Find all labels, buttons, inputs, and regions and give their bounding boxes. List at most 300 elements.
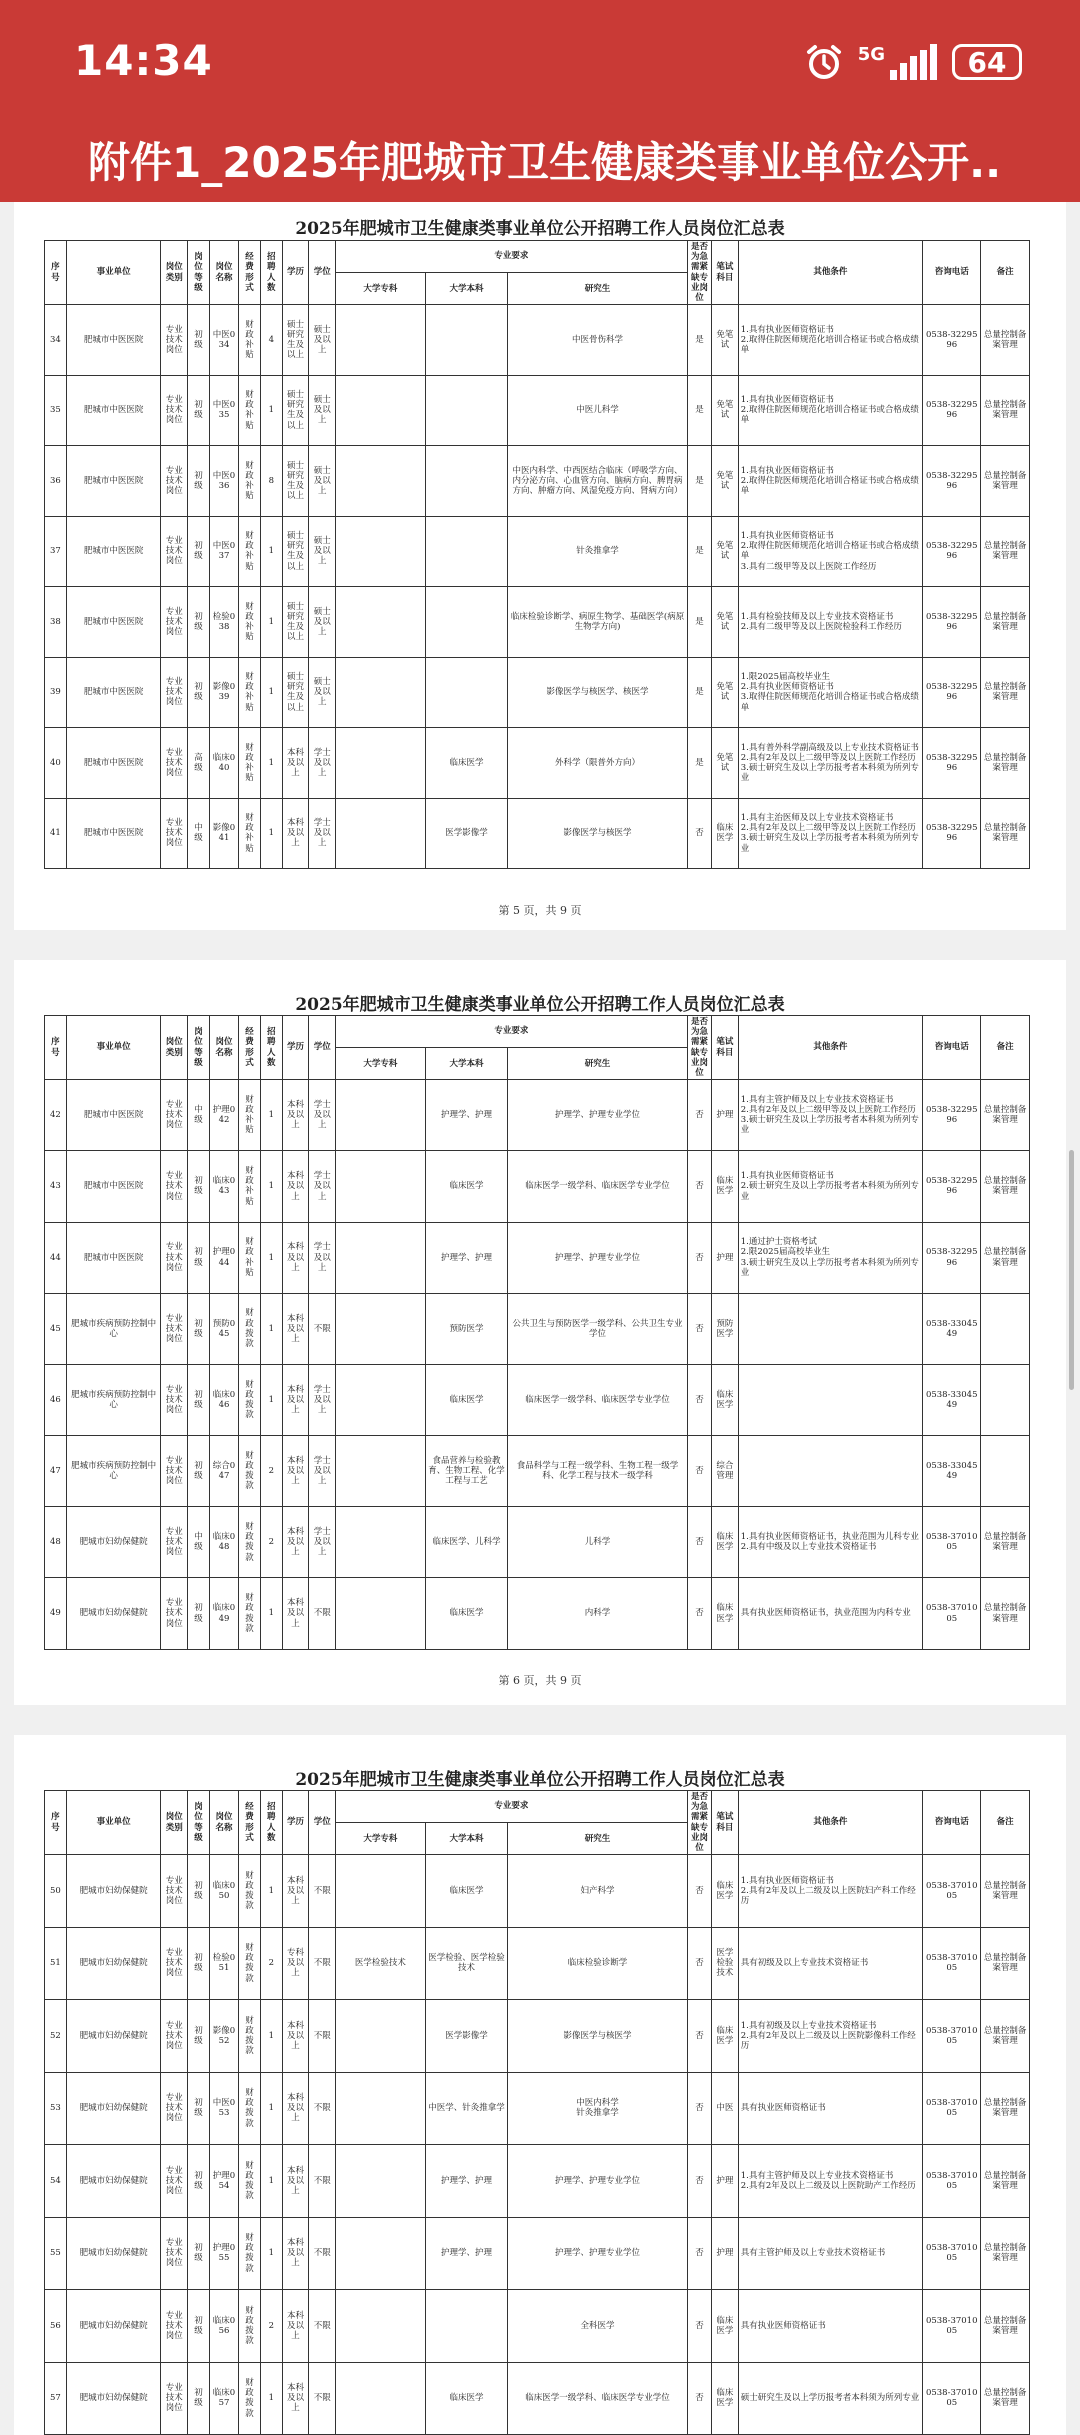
junior-college-cell	[336, 2000, 426, 2073]
other-conditions-cell: 硕士研究生及以上学历报考者本科须为所列专业	[738, 2362, 922, 2435]
seq-cell: 54	[45, 2145, 67, 2218]
postgraduate-cell: 临床医学一级学科、临床医学专业学位	[508, 2362, 688, 2435]
degree-cell: 不限	[309, 2362, 336, 2435]
urgent-cell: 否	[687, 1507, 711, 1578]
status-icons	[804, 42, 1022, 82]
urgent-cell: 是	[687, 657, 711, 728]
seq-cell: 48	[45, 1507, 67, 1578]
header-postgraduate: 研究生	[508, 273, 688, 305]
education-cell: 本科及以上	[282, 1080, 309, 1151]
other-conditions-cell: 具有主管护师及以上专业技术资格证书	[738, 2217, 922, 2290]
seq-cell: 50	[45, 1855, 67, 1928]
junior-college-cell	[336, 446, 426, 517]
junior-college-cell	[336, 587, 426, 658]
seq-cell: 56	[45, 2290, 67, 2363]
education-cell: 专科及以上	[282, 1927, 309, 2000]
table-row	[45, 1151, 1030, 1222]
exam-cell: 临床医学	[712, 2290, 739, 2363]
page-title: 2025年肥城市卫生健康类事业单位公开招聘工作人员岗位汇总表	[295, 995, 785, 1015]
category-cell: 专业技术岗位	[161, 305, 188, 376]
junior-college-cell	[336, 728, 426, 799]
header-funding: 经费形式	[239, 1016, 261, 1080]
phone-cell: 0538-3701005	[923, 1855, 981, 1928]
postgraduate-cell: 中医内科学、中西医结合临床（呼吸学方向、内分泌方向、心血管方向、脑病方向、脾胃病方向、肿瘤方向、风湿免疫方向、肾病方向）	[508, 446, 688, 517]
header-count: 招聘人数	[260, 1791, 282, 1855]
level-cell: 中级	[188, 1507, 210, 1578]
other-conditions-cell: 1.具有执业医师资格证书 2.取得住院医师规范化培训合格证书或合格成绩单 3.具有二级甲等及以上医院工作经历	[738, 516, 922, 587]
header-major-group: 专业要求	[336, 1016, 688, 1048]
position-name-cell: 检验038	[209, 587, 238, 658]
urgent-cell: 否	[687, 1293, 711, 1364]
positions-table	[44, 1015, 1030, 1650]
header-bachelor: 大学本科	[425, 273, 507, 305]
positions-table	[44, 1790, 1030, 2435]
junior-college-cell	[336, 798, 426, 869]
level-cell: 初级	[188, 2362, 210, 2435]
count-cell: 1	[260, 1151, 282, 1222]
unit-cell: 肥城市中医医院	[66, 446, 161, 517]
header-exam: 笔试科目	[712, 1791, 739, 1855]
unit-cell: 肥城市妇幼保健院	[66, 1855, 161, 1928]
education-cell: 硕士研究生及以上	[282, 516, 309, 587]
level-cell: 中级	[188, 798, 210, 869]
level-cell: 初级	[188, 1578, 210, 1649]
funding-cell: 财政拨款	[239, 1293, 261, 1364]
table-row	[45, 2362, 1030, 2435]
remark-cell	[981, 1364, 1030, 1435]
header-junior: 大学专科	[336, 273, 426, 305]
funding-cell: 财政补贴	[239, 587, 261, 658]
header-phone: 咨询电话	[923, 1791, 981, 1855]
funding-cell: 财政拨款	[239, 2145, 261, 2218]
unit-cell: 肥城市妇幼保健院	[66, 2217, 161, 2290]
junior-college-cell	[336, 1080, 426, 1151]
category-cell: 专业技术岗位	[161, 2072, 188, 2145]
unit-cell: 肥城市疾病预防控制中心	[66, 1293, 161, 1364]
category-cell: 专业技术岗位	[161, 798, 188, 869]
degree-cell: 硕士及以上	[309, 516, 336, 587]
position-name-cell: 影像041	[209, 798, 238, 869]
header-bachelor: 大学本科	[425, 1823, 507, 1855]
junior-college-cell	[336, 305, 426, 376]
seq-cell: 39	[45, 657, 67, 728]
degree-cell: 不限	[309, 1578, 336, 1649]
urgent-cell: 否	[687, 1080, 711, 1151]
category-cell: 专业技术岗位	[161, 2145, 188, 2218]
degree-cell: 学士及以上	[309, 1507, 336, 1578]
remark-cell: 总量控制备案管理	[981, 587, 1030, 658]
unit-cell: 肥城市中医医院	[66, 516, 161, 587]
exam-cell: 免笔试	[712, 587, 739, 658]
unit-cell: 肥城市疾病预防控制中心	[66, 1364, 161, 1435]
exam-cell: 护理	[712, 2145, 739, 2218]
position-name-cell: 检验051	[209, 1927, 238, 2000]
bachelor-cell: 临床医学	[425, 728, 507, 799]
other-conditions-cell	[738, 1436, 922, 1507]
bachelor-cell: 医学影像学	[425, 2000, 507, 2073]
degree-cell: 硕士及以上	[309, 305, 336, 376]
junior-college-cell	[336, 1364, 426, 1435]
alarm-icon	[804, 42, 844, 82]
junior-college-cell	[336, 657, 426, 728]
exam-cell: 预防医学	[712, 1293, 739, 1364]
urgent-cell: 是	[687, 375, 711, 446]
table-row	[45, 1927, 1030, 2000]
remark-cell: 总量控制备案管理	[981, 446, 1030, 517]
urgent-cell: 否	[687, 1578, 711, 1649]
degree-cell: 学士及以上	[309, 1436, 336, 1507]
position-name-cell: 影像052	[209, 2000, 238, 2073]
seq-cell: 46	[45, 1364, 67, 1435]
phone-cell: 0538-3701005	[923, 2000, 981, 2073]
category-cell: 专业技术岗位	[161, 1293, 188, 1364]
table-row	[45, 587, 1030, 658]
header-remark: 备注	[981, 1016, 1030, 1080]
level-cell: 初级	[188, 375, 210, 446]
page-footer: 第 6 页，共 9 页	[498, 1674, 582, 1687]
count-cell: 1	[260, 1222, 282, 1293]
level-cell: 初级	[188, 516, 210, 587]
remark-cell: 总量控制备案管理	[981, 305, 1030, 376]
exam-cell: 医学检验技术	[712, 1927, 739, 2000]
position-name-cell: 中医053	[209, 2072, 238, 2145]
seq-cell: 36	[45, 446, 67, 517]
seq-cell: 47	[45, 1436, 67, 1507]
urgent-cell: 否	[687, 2145, 711, 2218]
exam-cell: 临床医学	[712, 1855, 739, 1928]
level-cell: 初级	[188, 2290, 210, 2363]
funding-cell: 财政拨款	[239, 1927, 261, 2000]
urgent-cell: 否	[687, 2362, 711, 2435]
education-cell: 本科及以上	[282, 1436, 309, 1507]
header-category: 岗位类别	[161, 1791, 188, 1855]
education-cell: 本科及以上	[282, 1364, 309, 1435]
table-row	[45, 2000, 1030, 2073]
education-cell: 硕士研究生及以上	[282, 305, 309, 376]
scrollbar[interactable]	[1069, 1150, 1074, 1390]
count-cell: 1	[260, 2072, 282, 2145]
header-junior: 大学专科	[336, 1048, 426, 1080]
level-cell: 高级	[188, 728, 210, 799]
funding-cell: 财政拨款	[239, 2217, 261, 2290]
exam-cell: 护理	[712, 1080, 739, 1151]
exam-cell: 临床医学	[712, 1151, 739, 1222]
remark-cell: 总量控制备案管理	[981, 1080, 1030, 1151]
postgraduate-cell: 全科医学	[508, 2290, 688, 2363]
position-name-cell: 护理054	[209, 2145, 238, 2218]
postgraduate-cell: 妇产科学	[508, 1855, 688, 1928]
bachelor-cell: 临床医学	[425, 1855, 507, 1928]
position-name-cell: 临床046	[209, 1364, 238, 1435]
degree-cell: 学士及以上	[309, 1080, 336, 1151]
page-title: 2025年肥城市卫生健康类事业单位公开招聘工作人员岗位汇总表	[295, 219, 785, 239]
level-cell: 初级	[188, 2145, 210, 2218]
position-name-cell: 临床056	[209, 2290, 238, 2363]
position-name-cell: 临床057	[209, 2362, 238, 2435]
phone-cell: 0538-3229596	[923, 375, 981, 446]
remark-cell: 总量控制备案管理	[981, 1927, 1030, 2000]
degree-cell: 不限	[309, 1293, 336, 1364]
exam-cell: 临床医学	[712, 798, 739, 869]
unit-cell: 肥城市中医医院	[66, 587, 161, 658]
urgent-cell: 否	[687, 1855, 711, 1928]
other-conditions-cell: 具有执业医师资格证书	[738, 2290, 922, 2363]
urgent-cell: 否	[687, 798, 711, 869]
remark-cell: 总量控制备案管理	[981, 2217, 1030, 2290]
seq-cell: 41	[45, 798, 67, 869]
table-row	[45, 375, 1030, 446]
postgraduate-cell: 影像医学与核医学	[508, 798, 688, 869]
seq-cell: 43	[45, 1151, 67, 1222]
unit-cell: 肥城市妇幼保健院	[66, 2072, 161, 2145]
table-row	[45, 798, 1030, 869]
degree-cell: 学士及以上	[309, 728, 336, 799]
table-row	[45, 2145, 1030, 2218]
postgraduate-cell: 公共卫生与预防医学一级学科、公共卫生专业学位	[508, 1293, 688, 1364]
bachelor-cell: 临床医学、儿科学	[425, 1507, 507, 1578]
junior-college-cell	[336, 2290, 426, 2363]
other-conditions-cell: 1.限2025届高校毕业生 2.具有执业医师资格证书 3.取得住院医师规范化培训合格证书或合格成绩单	[738, 657, 922, 728]
education-cell: 本科及以上	[282, 2362, 309, 2435]
count-cell: 2	[260, 1927, 282, 2000]
other-conditions-cell: 具有执业医师资格证书	[738, 2072, 922, 2145]
bachelor-cell: 临床医学	[425, 2362, 507, 2435]
degree-cell: 硕士及以上	[309, 587, 336, 658]
exam-cell: 综合管理	[712, 1436, 739, 1507]
table-row	[45, 516, 1030, 587]
page-footer: 第 5 页，共 9 页	[498, 904, 582, 917]
unit-cell: 肥城市中医医院	[66, 798, 161, 869]
postgraduate-cell: 中医儿科学	[508, 375, 688, 446]
junior-college-cell	[336, 1507, 426, 1578]
bachelor-cell: 护理学、护理	[425, 2145, 507, 2218]
remark-cell: 总量控制备案管理	[981, 1151, 1030, 1222]
exam-cell: 免笔试	[712, 305, 739, 376]
bachelor-cell	[425, 446, 507, 517]
exam-cell: 临床医学	[712, 1364, 739, 1435]
table-row	[45, 1436, 1030, 1507]
position-name-cell: 中医037	[209, 516, 238, 587]
junior-college-cell	[336, 1578, 426, 1649]
degree-cell: 不限	[309, 2000, 336, 2073]
header-other: 其他条件	[738, 1791, 922, 1855]
exam-cell: 免笔试	[712, 375, 739, 446]
remark-cell: 总量控制备案管理	[981, 2362, 1030, 2435]
signal-icon	[890, 44, 938, 80]
phone-cell: 0538-3229596	[923, 587, 981, 658]
remark-cell: 总量控制备案管理	[981, 2072, 1030, 2145]
funding-cell: 财政拨款	[239, 2362, 261, 2435]
junior-college-cell	[336, 2362, 426, 2435]
other-conditions-cell: 1.具有主管护师及以上专业技术资格证书 2.具有2年及以上二级甲等及以上医院工作经历 3.硕士研究生及以上学历报考者本科须为所列专业	[738, 1080, 922, 1151]
other-conditions-cell: 1.具有初级及以上专业技术资格证书 2.具有2年及以上二级及以上医院影像科工作经历	[738, 2000, 922, 2073]
unit-cell: 肥城市中医医院	[66, 1080, 161, 1151]
funding-cell: 财政拨款	[239, 2290, 261, 2363]
bachelor-cell: 护理学、护理	[425, 1222, 507, 1293]
postgraduate-cell: 护理学、护理专业学位	[508, 1080, 688, 1151]
level-cell: 中级	[188, 1080, 210, 1151]
header-exam: 笔试科目	[712, 1016, 739, 1080]
header-level: 岗位等级	[188, 241, 210, 305]
other-conditions-cell: 1.通过护士资格考试 2.限2025届高校毕业生 3.硕士研究生及以上学历报考者本科须为所列专业	[738, 1222, 922, 1293]
education-cell: 本科及以上	[282, 728, 309, 799]
bachelor-cell	[425, 657, 507, 728]
header-unit: 事业单位	[66, 1016, 161, 1080]
level-cell: 初级	[188, 2072, 210, 2145]
education-cell: 硕士研究生及以上	[282, 375, 309, 446]
funding-cell: 财政拨款	[239, 2072, 261, 2145]
seq-cell: 35	[45, 375, 67, 446]
degree-cell: 学士及以上	[309, 1222, 336, 1293]
exam-cell: 临床医学	[712, 2362, 739, 2435]
header-name: 岗位名称	[209, 241, 238, 305]
education-cell: 本科及以上	[282, 798, 309, 869]
phone-cell: 0538-3701005	[923, 2072, 981, 2145]
exam-cell: 中医	[712, 2072, 739, 2145]
seq-cell: 57	[45, 2362, 67, 2435]
table-row	[45, 1855, 1030, 1928]
document-page	[14, 202, 1066, 930]
header-level: 岗位等级	[188, 1016, 210, 1080]
postgraduate-cell: 护理学、护理专业学位	[508, 2217, 688, 2290]
education-cell: 本科及以上	[282, 1151, 309, 1222]
other-conditions-cell: 1.具有主治医师及以上专业技术资格证书 2.具有2年及以上二级甲等及以上医院工作经历 3.硕士研究生及以上学历报考者本科须为所列专业	[738, 798, 922, 869]
count-cell: 1	[260, 1855, 282, 1928]
phone-cell: 0538-3701005	[923, 1927, 981, 2000]
level-cell: 初级	[188, 2000, 210, 2073]
header-count: 招聘人数	[260, 1016, 282, 1080]
bachelor-cell: 食品营养与检验教育、生物工程、化学工程与工艺	[425, 1436, 507, 1507]
phone-cell: 0538-3701005	[923, 1507, 981, 1578]
junior-college-cell	[336, 1222, 426, 1293]
header-level: 岗位等级	[188, 1791, 210, 1855]
category-cell: 专业技术岗位	[161, 2290, 188, 2363]
postgraduate-cell: 中医内科学 针灸推拿学	[508, 2072, 688, 2145]
count-cell: 2	[260, 2290, 282, 2363]
other-conditions-cell: 1.具有执业医师资格证书 2.取得住院医师规范化培训合格证书或合格成绩单	[738, 446, 922, 517]
phone-cell: 0538-3701005	[923, 2217, 981, 2290]
postgraduate-cell: 儿科学	[508, 1507, 688, 1578]
header-degree: 学位	[309, 241, 336, 305]
funding-cell: 财政补贴	[239, 1151, 261, 1222]
other-conditions-cell: 1.具有普外科学副高级及以上专业技术资格证书 2.具有2年及以上二级甲等及以上医院工作经历 3.硕士研究生及以上学历报考者本科须为所列专业	[738, 728, 922, 799]
header-postgraduate: 研究生	[508, 1823, 688, 1855]
degree-cell: 学士及以上	[309, 798, 336, 869]
urgent-cell: 否	[687, 1436, 711, 1507]
junior-college-cell: 医学检验技术	[336, 1927, 426, 2000]
app-header	[0, 0, 1080, 202]
seq-cell: 38	[45, 587, 67, 658]
position-name-cell: 综合047	[209, 1436, 238, 1507]
category-cell: 专业技术岗位	[161, 1855, 188, 1928]
degree-cell: 不限	[309, 2072, 336, 2145]
other-conditions-cell: 具有初级及以上专业技术资格证书	[738, 1927, 922, 2000]
bachelor-cell: 医学检验、医学检验技术	[425, 1927, 507, 2000]
seq-cell: 34	[45, 305, 67, 376]
remark-cell: 总量控制备案管理	[981, 375, 1030, 446]
phone-cell: 0538-3229596	[923, 798, 981, 869]
position-name-cell: 临床050	[209, 1855, 238, 1928]
seq-cell: 49	[45, 1578, 67, 1649]
degree-cell: 不限	[309, 1855, 336, 1928]
unit-cell: 肥城市妇幼保健院	[66, 2000, 161, 2073]
remark-cell: 总量控制备案管理	[981, 728, 1030, 799]
table-row	[45, 728, 1030, 799]
phone-cell: 0538-3304549	[923, 1436, 981, 1507]
category-cell: 专业技术岗位	[161, 2000, 188, 2073]
count-cell: 1	[260, 2362, 282, 2435]
header-unit: 事业单位	[66, 241, 161, 305]
header-other: 其他条件	[738, 241, 922, 305]
position-name-cell: 临床048	[209, 1507, 238, 1578]
header-degree: 学位	[309, 1791, 336, 1855]
header-seq: 序号	[45, 1016, 67, 1080]
header-count: 招聘人数	[260, 241, 282, 305]
level-cell: 初级	[188, 1364, 210, 1435]
exam-cell: 免笔试	[712, 728, 739, 799]
postgraduate-cell: 针灸推拿学	[508, 516, 688, 587]
category-cell: 专业技术岗位	[161, 446, 188, 517]
funding-cell: 财政拨款	[239, 1578, 261, 1649]
phone-cell: 0538-3304549	[923, 1293, 981, 1364]
seq-cell: 44	[45, 1222, 67, 1293]
count-cell: 1	[260, 798, 282, 869]
status-time: 14:34	[74, 36, 213, 85]
exam-cell: 护理	[712, 1222, 739, 1293]
phone-cell: 0538-3229596	[923, 1222, 981, 1293]
education-cell: 本科及以上	[282, 1507, 309, 1578]
count-cell: 1	[260, 1293, 282, 1364]
funding-cell: 财政拨款	[239, 1364, 261, 1435]
postgraduate-cell: 临床检验诊断学	[508, 1927, 688, 2000]
remark-cell: 总量控制备案管理	[981, 2145, 1030, 2218]
remark-cell: 总量控制备案管理	[981, 1507, 1030, 1578]
postgraduate-cell: 护理学、护理专业学位	[508, 2145, 688, 2218]
funding-cell: 财政拨款	[239, 2000, 261, 2073]
count-cell: 1	[260, 587, 282, 658]
remark-cell: 总量控制备案管理	[981, 1578, 1030, 1649]
funding-cell: 财政拨款	[239, 1436, 261, 1507]
header-education: 学历	[282, 241, 309, 305]
urgent-cell: 是	[687, 728, 711, 799]
degree-cell: 硕士及以上	[309, 657, 336, 728]
remark-cell: 总量控制备案管理	[981, 516, 1030, 587]
level-cell: 初级	[188, 1927, 210, 2000]
header-urgent: 是否为急需紧缺专业岗位	[687, 1016, 711, 1080]
degree-cell: 不限	[309, 2145, 336, 2218]
table-row	[45, 2217, 1030, 2290]
category-cell: 专业技术岗位	[161, 1080, 188, 1151]
bachelor-cell: 护理学、护理	[425, 2217, 507, 2290]
count-cell: 1	[260, 657, 282, 728]
postgraduate-cell: 临床医学一级学科、临床医学专业学位	[508, 1364, 688, 1435]
seq-cell: 42	[45, 1080, 67, 1151]
count-cell: 4	[260, 305, 282, 376]
level-cell: 初级	[188, 1436, 210, 1507]
count-cell: 1	[260, 516, 282, 587]
header-category: 岗位类别	[161, 241, 188, 305]
table-row	[45, 1080, 1030, 1151]
education-cell: 本科及以上	[282, 1293, 309, 1364]
table-row	[45, 2290, 1030, 2363]
category-cell: 专业技术岗位	[161, 1927, 188, 2000]
funding-cell: 财政补贴	[239, 1222, 261, 1293]
header-postgraduate: 研究生	[508, 1048, 688, 1080]
unit-cell: 肥城市中医医院	[66, 1151, 161, 1222]
junior-college-cell	[336, 1855, 426, 1928]
document-title: 附件1_2025年肥城市卫生健康类事业单位公开..	[88, 138, 1002, 187]
header-name: 岗位名称	[209, 1791, 238, 1855]
